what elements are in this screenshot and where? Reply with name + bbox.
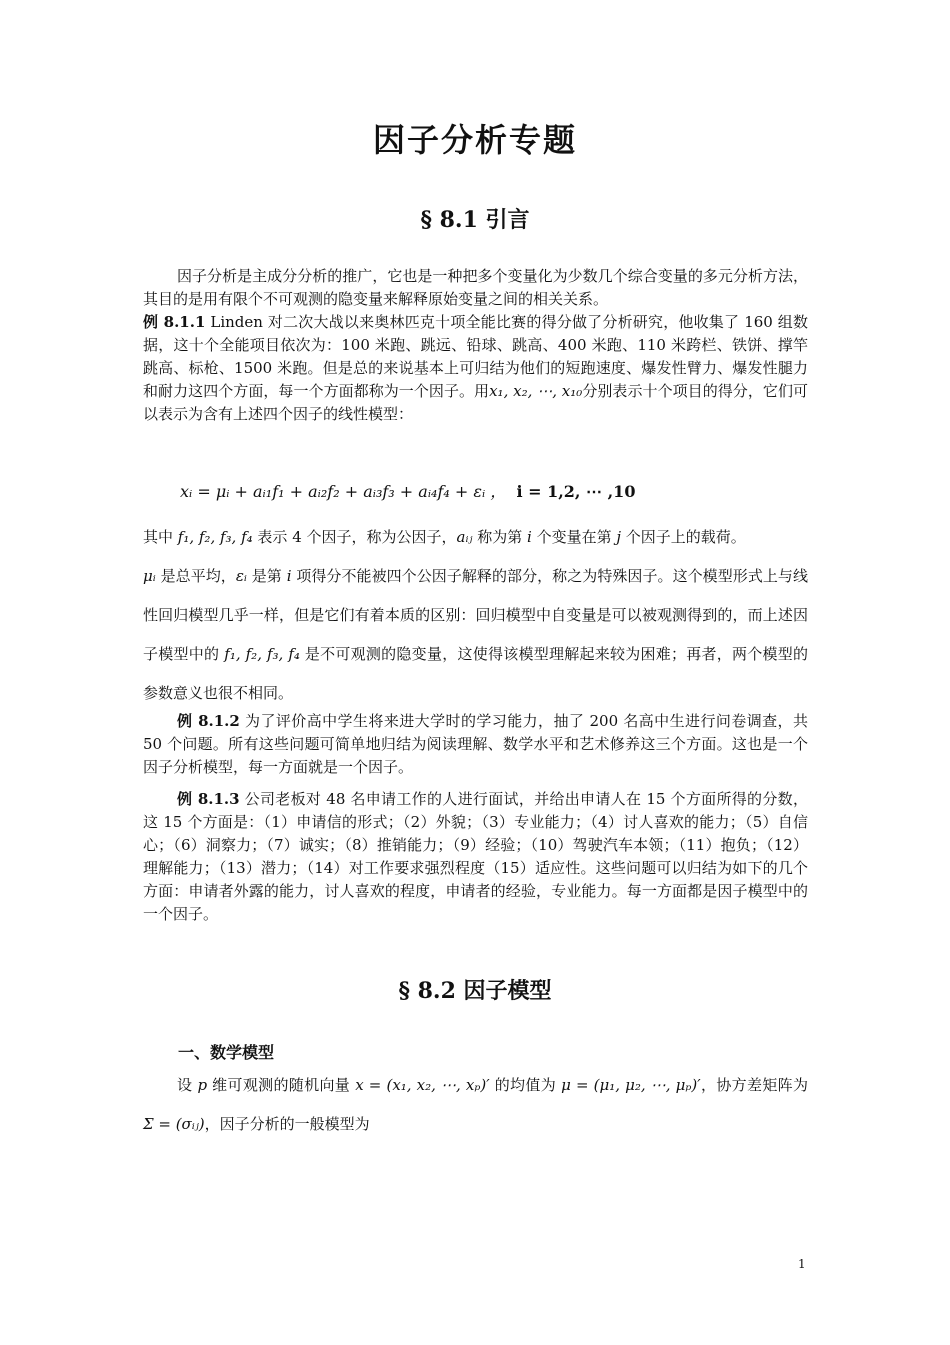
math-inline: j (616, 528, 622, 546)
text: 其中 (143, 528, 178, 546)
formula-factor-model (180, 479, 635, 502)
math-inline: Σ = (σᵢⱼ) (143, 1115, 205, 1133)
text: 是总平均， (155, 567, 236, 585)
math-inline: εᵢ (235, 567, 247, 585)
example-text: 为了评价高中学生将来进大学时的学习能力，抽了 200 名高中生进行问卷调查，共 50 个问题。所有这些问题可简单地归结为阅读理解、数学水平和艺术修养这三个方面。这也是一个因子分析模型，每一方面就是一个因子。 (143, 712, 808, 776)
formula-body: xᵢ = μᵢ + aᵢ₁f₁ + aᵢ₂f₂ + aᵢ₃f₃ + aᵢ₄f₄ + εᵢ ， (180, 482, 507, 501)
page-number: 1 (798, 1257, 806, 1271)
text: 是第 (246, 567, 287, 585)
section-heading-8-2: § 8.2 因子模型 (398, 978, 552, 1004)
text: 设 (177, 1076, 198, 1094)
text: 表示 4 个因子，称为公因子， (252, 528, 457, 546)
paragraph-explanation (143, 518, 808, 713)
paragraph-model (143, 1066, 808, 1144)
text: 是不可观测的隐变量，这使得该模型理解起来较为困难；再者，两个模型的参数意义也很不相同。 (143, 645, 808, 702)
math-inline: μ = (μ₁, μ₂, ⋯, μₚ)′ (561, 1076, 701, 1094)
example-text: Linden 对二次大战以来奥林匹克十项全能比赛的得分做了分析研究，他收集了 160 组数据，这十个全能项目依次为：100 米跑、跳远、铅球、跳高、400 米跑、110 米跨栏、铁饼、撑竿跳高、标枪、1500 米跑。但是总的来说基本上可归结为他们的短跑速度、爆发性臂力、爆发性腿力和耐力这四个方面，每一个方面都称为一个因子。用 (143, 313, 808, 400)
subsection-heading: 一、数学模型 (178, 1043, 275, 1062)
math-inline: μᵢ (143, 567, 156, 585)
example-label: 例 8.1.3 (177, 790, 240, 808)
paragraph-example-2 (143, 710, 808, 779)
math-inline: i (527, 528, 532, 546)
text: 项得分不能被四个公因子解释的部分，称之为特殊因子。这个模型形式上与线性回归模型几乎一样，但是它们有着本质的区别：回归模型中自变量是可以被观测得到的，而上述因子模型中的 (143, 567, 808, 663)
page-title: 因子分析专题 (372, 121, 577, 159)
text: 的均值为 (489, 1076, 562, 1094)
formula-index: i = 1,2, ⋯ ,10 (516, 482, 636, 501)
example-text: 分别表示十个项目的得分，它们可以表示为含有上述四个因子的线性模型： (143, 382, 808, 423)
intro-text: 因子分析是主成分分析的推广，它也是一种把多个变量化为少数几个综合变量的多元分析方法，其目的是用有限个不可观测的隐变量来解释原始变量之间的相关关系。 (143, 267, 808, 308)
text: 个变量在第 (531, 528, 617, 546)
example-label: 例 8.1.1 (143, 313, 206, 331)
math-inline: aᵢⱼ (456, 528, 473, 546)
math-inline: f₁, f₂, f₃, f₄ (177, 528, 253, 546)
math-inline: x₁, x₂, ⋯, x₁₀ (489, 382, 583, 400)
math-inline: p (197, 1076, 208, 1094)
math-inline: i (286, 567, 292, 585)
math-inline: x = (x₁, x₂, ⋯, xₚ)′ (355, 1076, 490, 1094)
text: ，协方差矩阵为 (700, 1076, 809, 1094)
paragraph-intro (143, 265, 808, 426)
text: 称为第 (472, 528, 527, 546)
text: 维可观测的随机向量 (207, 1076, 356, 1094)
example-text: 公司老板对 48 名申请工作的人进行面试，并给出申请人在 15 个方面所得的分数，这 15 个方面是：（1）申请信的形式；（2）外貌；（3）专业能力；（4）讨人喜欢的能力；（5）自信心；（6）洞察力；（7）诚实；（8）推销能力；（9）经验；（10）驾驶汽车本领；（11）抱负；（12）理解能力；（13）潜力；（14）对工作要求强烈程度（15）适应性。这些问题可以归结为如下的几个方面：申请者外露的能力，讨人喜欢的程度，申请者的经验，专业能力。每一方面都是因子模型中的一个因子。 (143, 790, 808, 923)
text: ，因子分析的一般模型为 (204, 1115, 370, 1133)
paragraph-example-3 (143, 788, 808, 926)
math-inline: f₁, f₂, f₃, f₄ (224, 645, 300, 663)
section-heading-8-1: § 8.1 引言 (420, 207, 530, 233)
text: 个因子上的载荷。 (621, 528, 746, 546)
example-label: 例 8.1.2 (177, 712, 240, 730)
